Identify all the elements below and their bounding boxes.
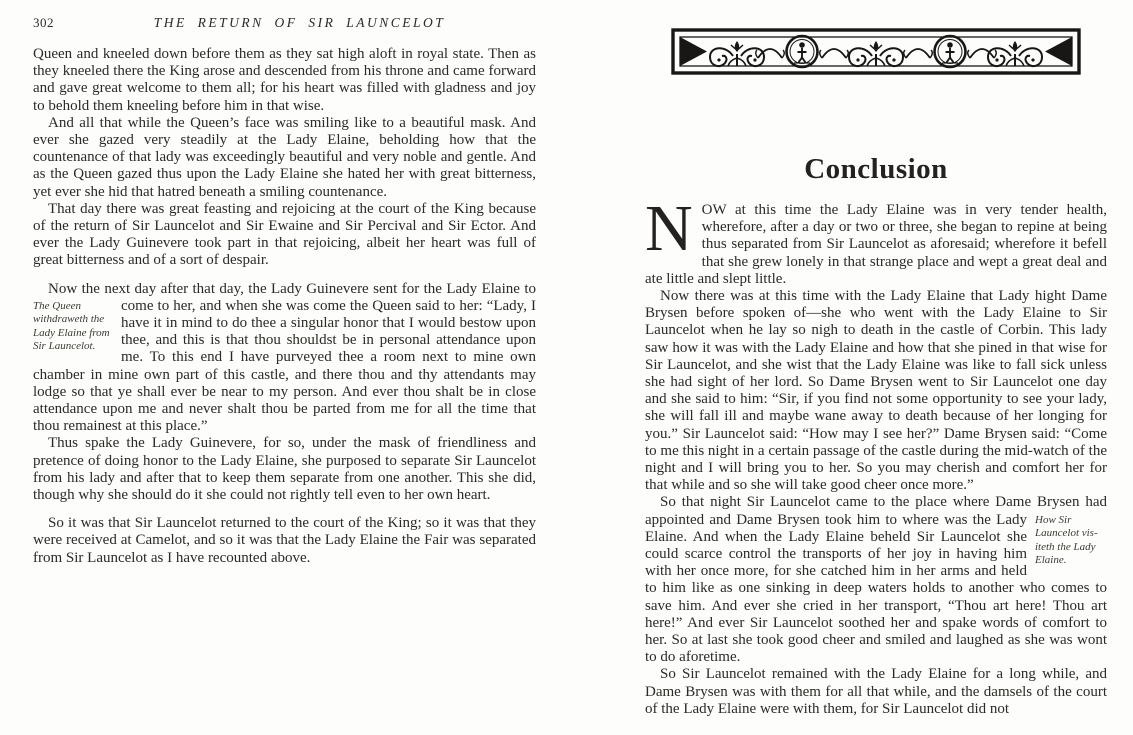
paragraph [33, 515, 536, 567]
engraved-headpiece-icon [671, 28, 1081, 75]
drop-cap: N [645, 192, 693, 265]
paragraph [645, 288, 1107, 494]
paragraph-text: Now there was at this time with the Lady Elaine that Lady hight Dame Brysen before spoken of—she who went with the Lady Elaine to Sir Launcelot when he lay so nigh to death in the castle of Corbin. This lady saw how it was with the Lady Elaine and how that she pined in that wise for Sir Launcelot, and she wist that the Lady Elaine was like to fall sick unless she had sight of her lord. So Dame Brysen went to Sir Launcelot one day and she said to him: “Sir, if you find not some opportunity to see your lady, she will fall ill and maybe wane away to death because of her longing for you.” Sir Launcelot said: “How may I see her?” Dame Brysen said: “Come to me this night in a certain passage of the castle during the mid-watch of the night and I will bring you to her. So you may cherish and comfort her for that while and so she will take good cheer once more.” [645, 288, 1107, 494]
paragraph [33, 435, 536, 504]
margin-note: The Queen withdraweth the Lady Elaine from Sir Launcelot. [33, 299, 110, 353]
right-page [645, 28, 1107, 718]
paragraph-text: Elaine to come to her, and when she was come the Queen said to her: “Lady, I have it in mind to do thee a singular honor that I would bestow upon thee, and this is that thou shouldst be in personal attendance upon me. To this end I have purveyed thee a room next to mine own chamber in mine own part of this castle, and there thou and thy attendants may lodge so that ye shall ever be near to my person. And ever thou shalt be in close attendance upon me and never shalt thou be parted from me for all the time that thou remainest at this place.” [33, 280, 536, 435]
paragraph-with-side-note [33, 281, 536, 436]
margin-note: How Sir Launcelot vis-iteth the Lady Elaine. [1035, 513, 1098, 567]
left-page [33, 15, 536, 567]
right-page-text-block [645, 192, 1107, 718]
left-page-text-block [33, 46, 536, 567]
paragraph [33, 201, 536, 270]
paragraph-text: And all that while the Queen’s face was smiling like to a beautiful mask. And ever she gazed very steadily at the Lady Elaine, beholding how that the countenance of that lady was exceedingly beautiful and very noble and gentle. And as the Queen gazed thus upon the Lady Elaine she hated her with great bitterness, yet ever she hid that hatred beneath a smiling countenance. [33, 114, 536, 200]
paragraph-with-drop-cap [645, 192, 1107, 288]
headpiece-ornament [671, 28, 1081, 80]
paragraph-text: Now the next day after that day, the Lady Guinevere sent for the Lady [48, 280, 482, 297]
paragraph-text: So that night Sir Launcelot came to the place where Dame Brysen had [660, 494, 1107, 511]
paragraph [33, 115, 536, 201]
chapter-heading: Conclusion [804, 153, 948, 185]
paragraph-text: Thus spake the Lady Guinevere, for so, under the mask of friendliness and pretence of doing honor to the Lady Elaine, she purposed to separate Sir Launcelot from his lady and after that to keep them separate from one another. This she did, though why she should do it she could not rightly tell even to her own heart. [33, 435, 536, 504]
paragraph-with-side-note [645, 494, 1107, 666]
paragraph [33, 46, 536, 115]
paragraph-text: OW at this time the Lady Elaine was in very tender health, wherefore, after a day or two or three, she began to repine at being thus separated from Sir Launcelot as aforesaid; wherefore it befell that she grew lonely in that strange place and wept a great deal and ate little and slept little. [645, 202, 1107, 287]
running-title: THE RETURN OF SIR LAUNCELOT [153, 15, 446, 30]
paragraph-text: So it was that Sir Launcelot returned to the court of the King; so it was that they were received at Camelot, and so it was that the Lady Elaine the Fair was separated from Sir Launcelot as I have recounted above. [33, 515, 536, 566]
paragraph-text: Queen and kneeled down before them as they sat high aloft in royal state. Then as they kneeled there the King arose and descended from his throne and came forward and gave great welcome to them all; for his heart was filled with gladness and joy to behold them kneeling before him in that wise. [33, 46, 536, 114]
paragraph [645, 666, 1107, 718]
left-page-header [33, 15, 536, 33]
paragraph-text: appointed and Dame Brysen took him to where was the Lady Elaine. And when the Lady Elaine beheld Sir Launcelot she could scarce control the transports of her joy in having him with her once more, for she catched him in her arms and held to him like as one sinking in deep waters holds to another who comes to save him. And ever she cried in her transport, “Thou art here! Thou art here!” And ever Sir Launcelot soothed her and spake words of comfort to her. So at last she took good cheer and smiled and laughed as she was wont to do aforetime. [645, 511, 1107, 666]
paragraph-text: That day there was great feasting and rejoicing at the court of the King because of the return of Sir Launcelot and Sir Ewaine and Sir Percival and Sir Ector. And ever the Lady Guinevere took part in that rejoicing, albeit her heart was full of great bitterness and of a sort of despair. [33, 200, 536, 269]
paragraph-text: So Sir Launcelot remained with the Lady Elaine for a long while, and Dame Brysen was with them for all that while, and the damsels of the court of the Lady Elaine were with them, for Sir Launcelot did not [645, 666, 1107, 717]
page-number: 302 [33, 15, 54, 30]
